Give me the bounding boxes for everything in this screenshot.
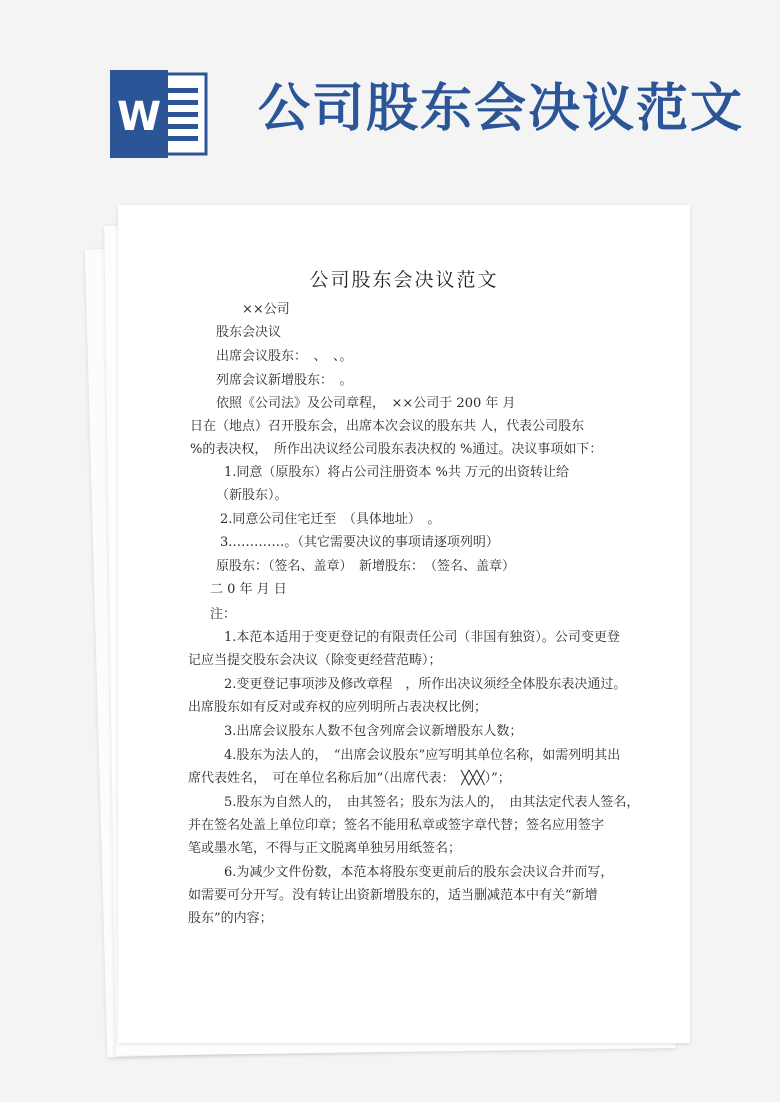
- resolution-item: （新股东）。: [216, 488, 288, 503]
- note-line: 3.出席会议股东人数不包含列席会议新增股东人数；: [224, 724, 523, 739]
- note-line: 6.为减少文件份数，本范本将股东变更前后的股东会决议合并而写，: [224, 865, 614, 880]
- document-page: [118, 205, 690, 1043]
- note-line: 记应当提交股东会决议（除变更经营范畴）；: [188, 653, 442, 668]
- attending-shareholders: 出席会议股东： 、 、。: [216, 349, 353, 364]
- note-line: 5.股东为自然人的， 由其签名；股东为法人的， 由其法定代表人签名，: [224, 795, 640, 810]
- word-logo-icon: [108, 68, 210, 160]
- resolution-item: 2.同意公司住宅迁至 （具体地址） 。: [220, 512, 441, 527]
- resolution-item: 3.…………。（其它需要决议的事项请逐项列明）: [220, 535, 499, 550]
- date-line: 二 0 年 月 日: [210, 582, 287, 597]
- page-title: 公司股东会决议范文: [258, 79, 745, 139]
- new-shareholders: 列席会议新增股东： 。: [216, 373, 353, 388]
- note-line: 股东”的内容；: [188, 911, 273, 926]
- signature-line: 原股东：（签名、盖章） 新增股东： （签名、盖章）: [216, 559, 516, 574]
- note-line: 并在签名处盖上单位印章；签名不能用私章或签字章代替；签名应用签字: [188, 818, 605, 833]
- body-line: 日在（地点）召开股东会，出席本次会议的股东共 人，代表公司股东: [190, 419, 585, 434]
- resolution-item: 1.同意（原股东）将占公司注册资本 %共 万元的出资转让给: [224, 465, 570, 480]
- body-line: %的表决权， 所作出决议经公司股东表决权的 %通过。决议事项如下：: [190, 442, 603, 457]
- resolution-heading: 股东会决议: [216, 325, 282, 340]
- document-body: [118, 205, 690, 1043]
- note-line: 4.股东为法人的， “出席会议股东”应写明其单位名称，如需列明其出: [224, 748, 621, 763]
- company-name: ××公司: [242, 302, 290, 317]
- document-title: 公司股东会决议范文: [309, 269, 499, 291]
- note-line: 笔或墨水笔，不得与正文脱离单独另用纸签名；: [188, 841, 462, 856]
- note-line: 1.本范本适用于变更登记的有限责任公司（非国有独资）。公司变更登: [224, 630, 620, 645]
- note-line: 出席股东如有反对或弃权的应列明所占表决权比例；: [188, 700, 488, 715]
- note-line: 2.变更登记事项涉及修改章程 ，所作出决议须经全体股东表决通过。: [224, 677, 627, 692]
- note-line: 席代表姓名， 可在单位名称后加“（出席代表： ╳╳╳）”；: [188, 771, 511, 786]
- notes-heading: 注：: [210, 607, 237, 622]
- body-line: 依照《公司法》及公司章程， ××公司于 200 年 月: [216, 396, 516, 411]
- note-line: 如需要可分开写。没有转让出资新增股东的，适当删减范本中有关“新增: [188, 888, 598, 903]
- word-logo-letter: W: [116, 94, 162, 140]
